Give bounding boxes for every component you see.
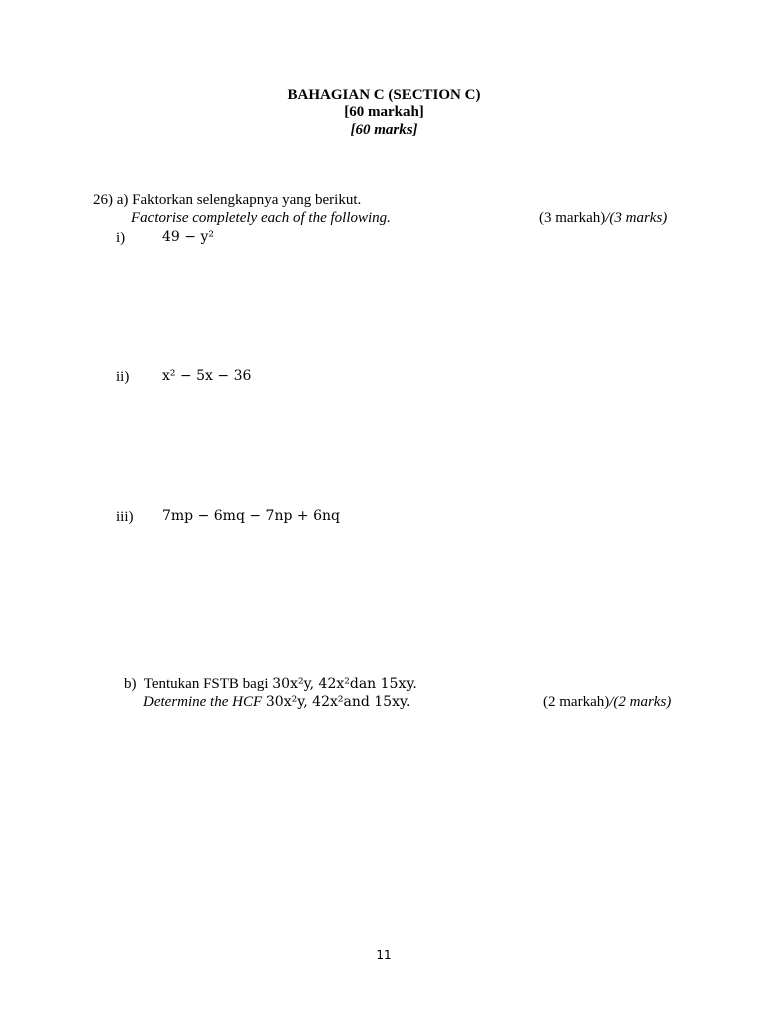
question-number: 26) <box>93 192 113 208</box>
part-b-instruction-malay: Tentukan FSTB bagi <box>143 676 269 692</box>
part-a-marks-english: /(3 marks) <box>605 210 668 226</box>
part-a-marks-malay: (3 markah) <box>539 210 606 226</box>
item-iii-math: 7mp − 6mq − 7np + 6nq <box>162 508 340 524</box>
item-ii-math: x² − 5x − 36 <box>162 368 252 384</box>
part-a-marks <box>539 210 667 227</box>
item-i-label: i) <box>116 230 126 246</box>
item-i-math: 49 − y² <box>162 229 214 245</box>
part-a-label: a) <box>116 192 129 208</box>
part-a-instruction-malay: Faktorkan selengkapnya yang berikut. <box>132 192 362 208</box>
part-b-marks <box>543 694 671 711</box>
section-title: BAHAGIAN C (SECTION C) <box>287 87 481 103</box>
part-b-marks-malay: (2 markah) <box>543 694 610 710</box>
part-b-marks-english: /(2 marks) <box>609 694 672 710</box>
part-b-math-english: 30x²y, 42x²and 15xy. <box>265 694 411 710</box>
item-iii-expression <box>162 508 340 524</box>
section-marks-english: [60 marks] <box>350 122 418 138</box>
item-ii-label: ii) <box>116 369 130 385</box>
part-b-malay <box>124 676 417 693</box>
page-number: 11 <box>376 948 392 962</box>
part-a-instruction-english: Factorise completely each of the following. <box>131 210 391 226</box>
section-marks-malay: [60 markah] <box>344 104 424 120</box>
question-26-a-malay <box>93 192 361 209</box>
part-b-english <box>143 694 410 711</box>
item-ii-expression <box>162 368 251 384</box>
part-b-label: b) <box>124 676 137 692</box>
item-iii-label: iii) <box>116 509 134 525</box>
item-i-expression <box>162 229 214 245</box>
part-b-instruction-english: Determine the HCF <box>143 694 263 710</box>
part-b-math-malay: 30x²y, 42x²dan 15xy. <box>272 676 417 692</box>
